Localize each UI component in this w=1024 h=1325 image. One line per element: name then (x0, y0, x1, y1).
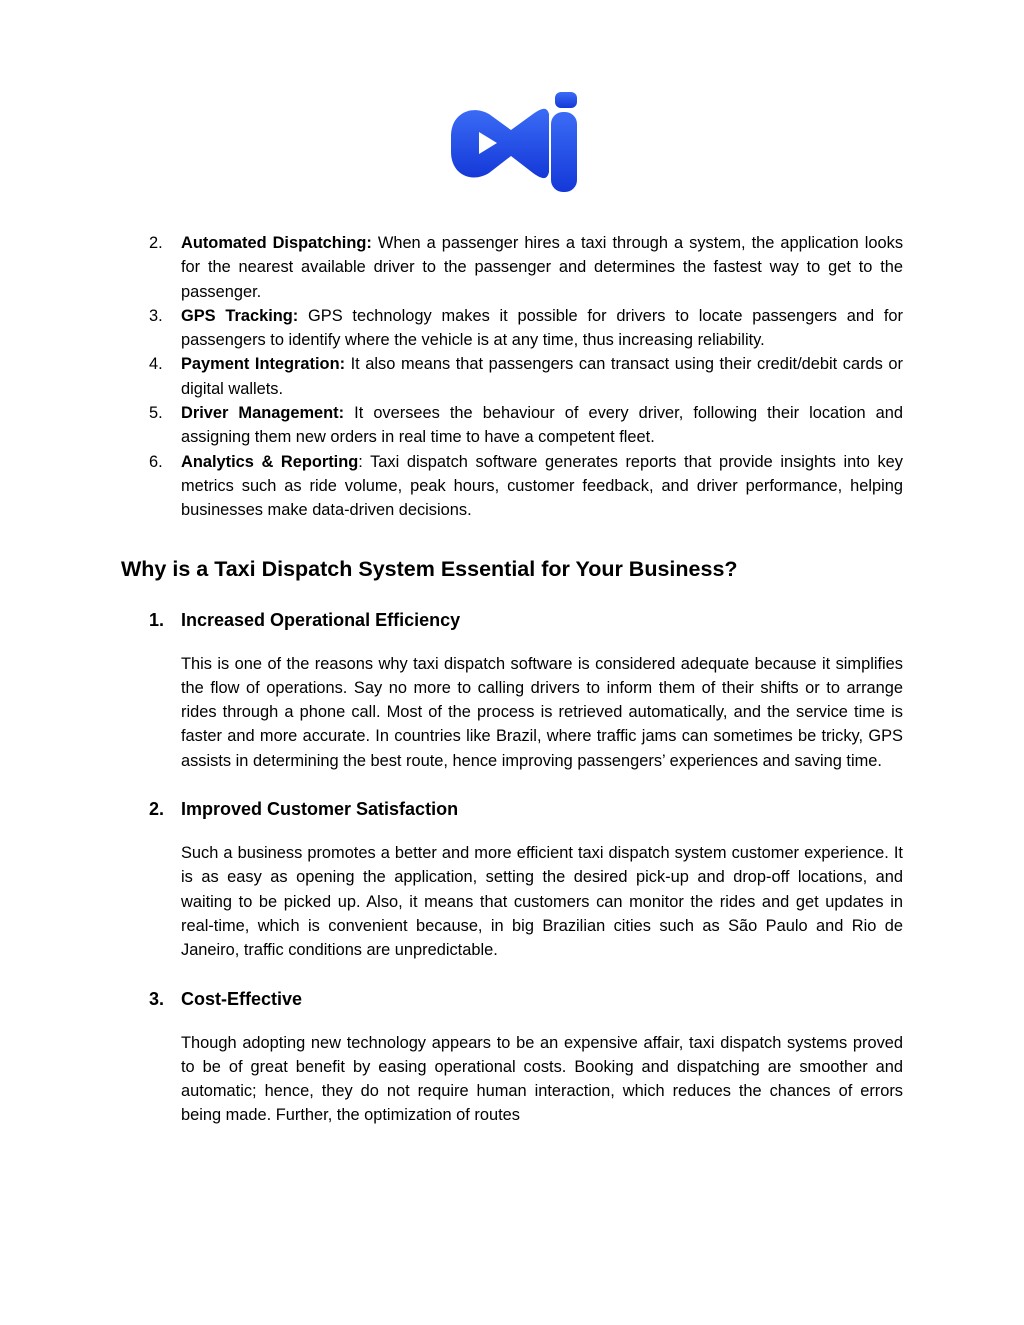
subsection-number: 1. (149, 609, 165, 630)
paragraph: Though adopting new technology appears to be an expensive affair, taxi dispatch systems proved to be of great benefit by easing operational costs. Booking and dispatching are smoother and automatic; hence, they do not require human interaction, which reduces the chances of errors being made. Further, the optimization of routes (181, 1033, 903, 1125)
feature-text: When a passenger hires a taxi through a system, the application looks for the nearest available driver to the passenger and determines the fastest way to get to the passenger. (181, 234, 904, 301)
subsection-heading (121, 797, 903, 821)
feature-item (121, 231, 903, 304)
paragraph: Such a business promotes a better and more efficient taxi dispatch system customer experience. It is as easy as opening the application, setting the desired pick-up and drop-off locations, and waiting to be picked up. Also, it means that customers can monitor the rides and get updates in real-time, which is convenient because, in big Brazilian cities such as São Paulo and Rio de Janeiro, traffic conditions are unpredictable. (181, 844, 903, 960)
list-number: 2. (149, 234, 163, 252)
list-number: 4. (149, 355, 163, 374)
document-body (121, 231, 903, 1128)
feature-list (121, 231, 903, 523)
brand-logo-icon (445, 92, 579, 194)
feature-item (121, 352, 903, 401)
feature-text: It also means that passengers can transact using their credit/debit cards or digital wallets. (181, 355, 903, 398)
feature-title: GPS Tracking: (181, 306, 299, 325)
subsection-number: 3. (149, 988, 165, 1009)
feature-title: Driver Management: (181, 404, 345, 423)
list-number: 3. (149, 306, 163, 325)
list-number: 5. (149, 404, 163, 423)
subsection-title: Improved Customer Satisfaction (181, 799, 459, 820)
subsection-number: 2. (149, 799, 165, 820)
subsection-heading (121, 987, 903, 1011)
section-heading: Why is a Taxi Dispatch System Essential for Your Business? (121, 556, 738, 581)
feature-text: GPS technology makes it possible for drivers to locate passengers and for passengers to identify where the vehicle is at any time, thus increasing reliability. (181, 306, 903, 350)
subsection-title: Cost-Effective (181, 988, 303, 1009)
subsection-title: Increased Operational Efficiency (181, 609, 461, 630)
feature-item (121, 401, 903, 450)
feature-title: Payment Integration: (181, 355, 346, 374)
feature-text: : Taxi dispatch software generates reports that provide insights into key metrics such as ride volume, peak hours, customer feedback, and driver performance, helping businesses make data-driven decisions. (181, 452, 903, 520)
feature-title: Analytics & Reporting (181, 452, 359, 471)
list-number: 6. (149, 452, 163, 471)
paragraph: This is one of the reasons why taxi dispatch software is considered adequate because it simplifies the flow of operations. Say no more to calling drivers to inform them of their shifts or to arrange rides through a phone call. Most of the process is retrieved automatically, and the service time is faster and more accurate. In countries like Brazil, where traffic jams can sometimes be tricky, GPS assists in determining the best route, hence improving passengers’ experiences and saving time. (181, 654, 903, 770)
feature-item (121, 304, 903, 353)
feature-text: It oversees the behaviour of every driver, following their location and assigning them new orders in real time to have a competent fleet. (181, 404, 904, 447)
subsection-heading (121, 608, 903, 632)
feature-title: Automated Dispatching: (181, 234, 372, 252)
feature-item (121, 450, 903, 523)
